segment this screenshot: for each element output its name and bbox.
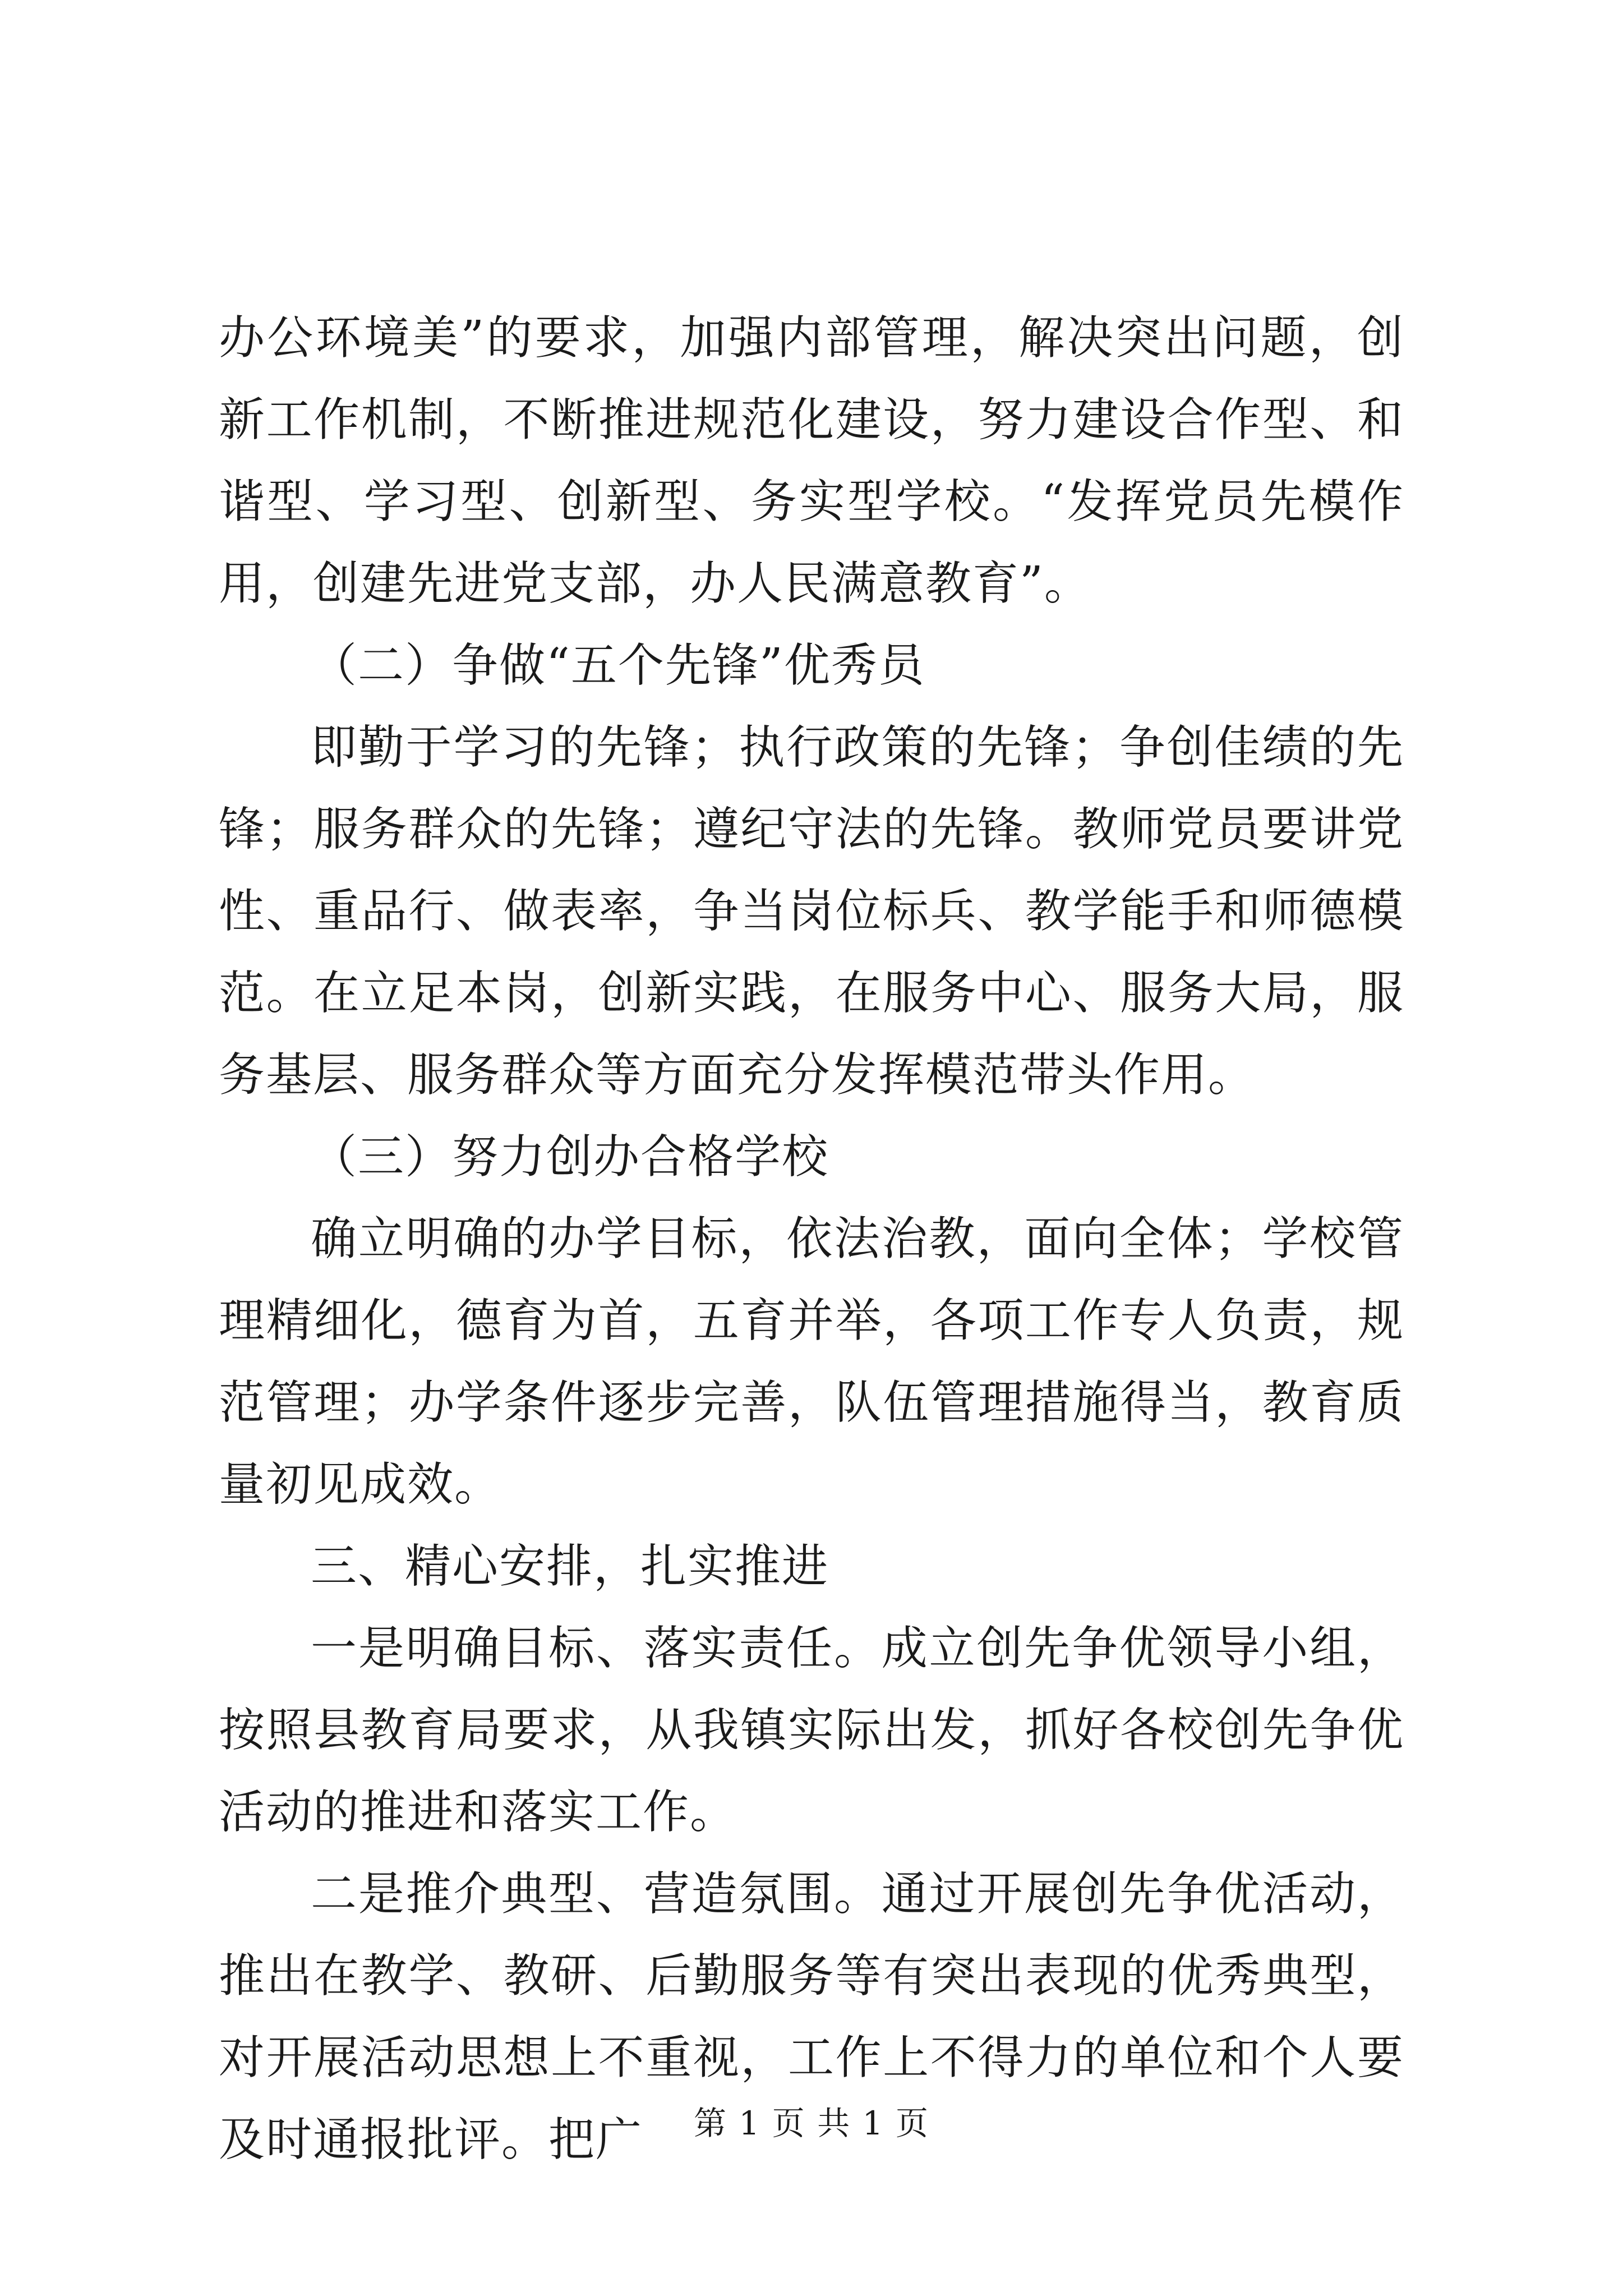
paragraph-typical-examples: 二是推介典型、营造氛围。通过开展创先争优活动，推出在教学、教研、后勤服务等有突出表现的优秀典型，对开展活动思想上不重视，工作上不得力的单位和个人要及时通报批评。把广	[219, 1867, 1404, 2166]
page-footer: 第 1 页 共 1 页	[694, 2104, 929, 2142]
section-heading-two: （二）争做“五个先锋”优秀员	[311, 639, 925, 692]
section-heading-arrangement: 三、精心安排，扎实推进	[311, 1540, 829, 1593]
section-heading-three: （三）努力创办合格学校	[311, 1130, 829, 1184]
paragraph-qualified-school: 确立明确的办学目标，依法治教，面向全体；学校管理精细化，德育为首，五育并举，各项工作专人负责，规范管理；办学条件逐步完善，队伍管理措施得当，教育质量初见成效。	[219, 1212, 1404, 1511]
paragraph-five-pioneers: 即勤于学习的先锋；执行政策的先锋；争创佳绩的先锋；服务群众的先锋；遵纪守法的先锋。教师党员要讲党性、重品行、做表率，争当岗位标兵、教学能手和师德模范。在立足本岗，创新实践，在服务中心、服务大局，服务基层、服务群众等方面充分发挥模范带头作用。	[219, 721, 1404, 1102]
document-body	[219, 297, 1404, 2181]
paragraph-continuation: 办公环境美”的要求，加强内部管理，解决突出问题，创新工作机制，不断推进规范化建设，努力建设合作型、和谐型、学习型、创新型、务实型学校。“发挥党员先模作用，创建先进党支部，办人民满意教育”。	[219, 311, 1404, 610]
paragraph-goals-responsibility: 一是明确目标、落实责任。成立创先争优领导小组，按照县教育局要求，从我镇实际出发，抓好各校创先争优活动的推进和落实工作。	[219, 1622, 1404, 1839]
